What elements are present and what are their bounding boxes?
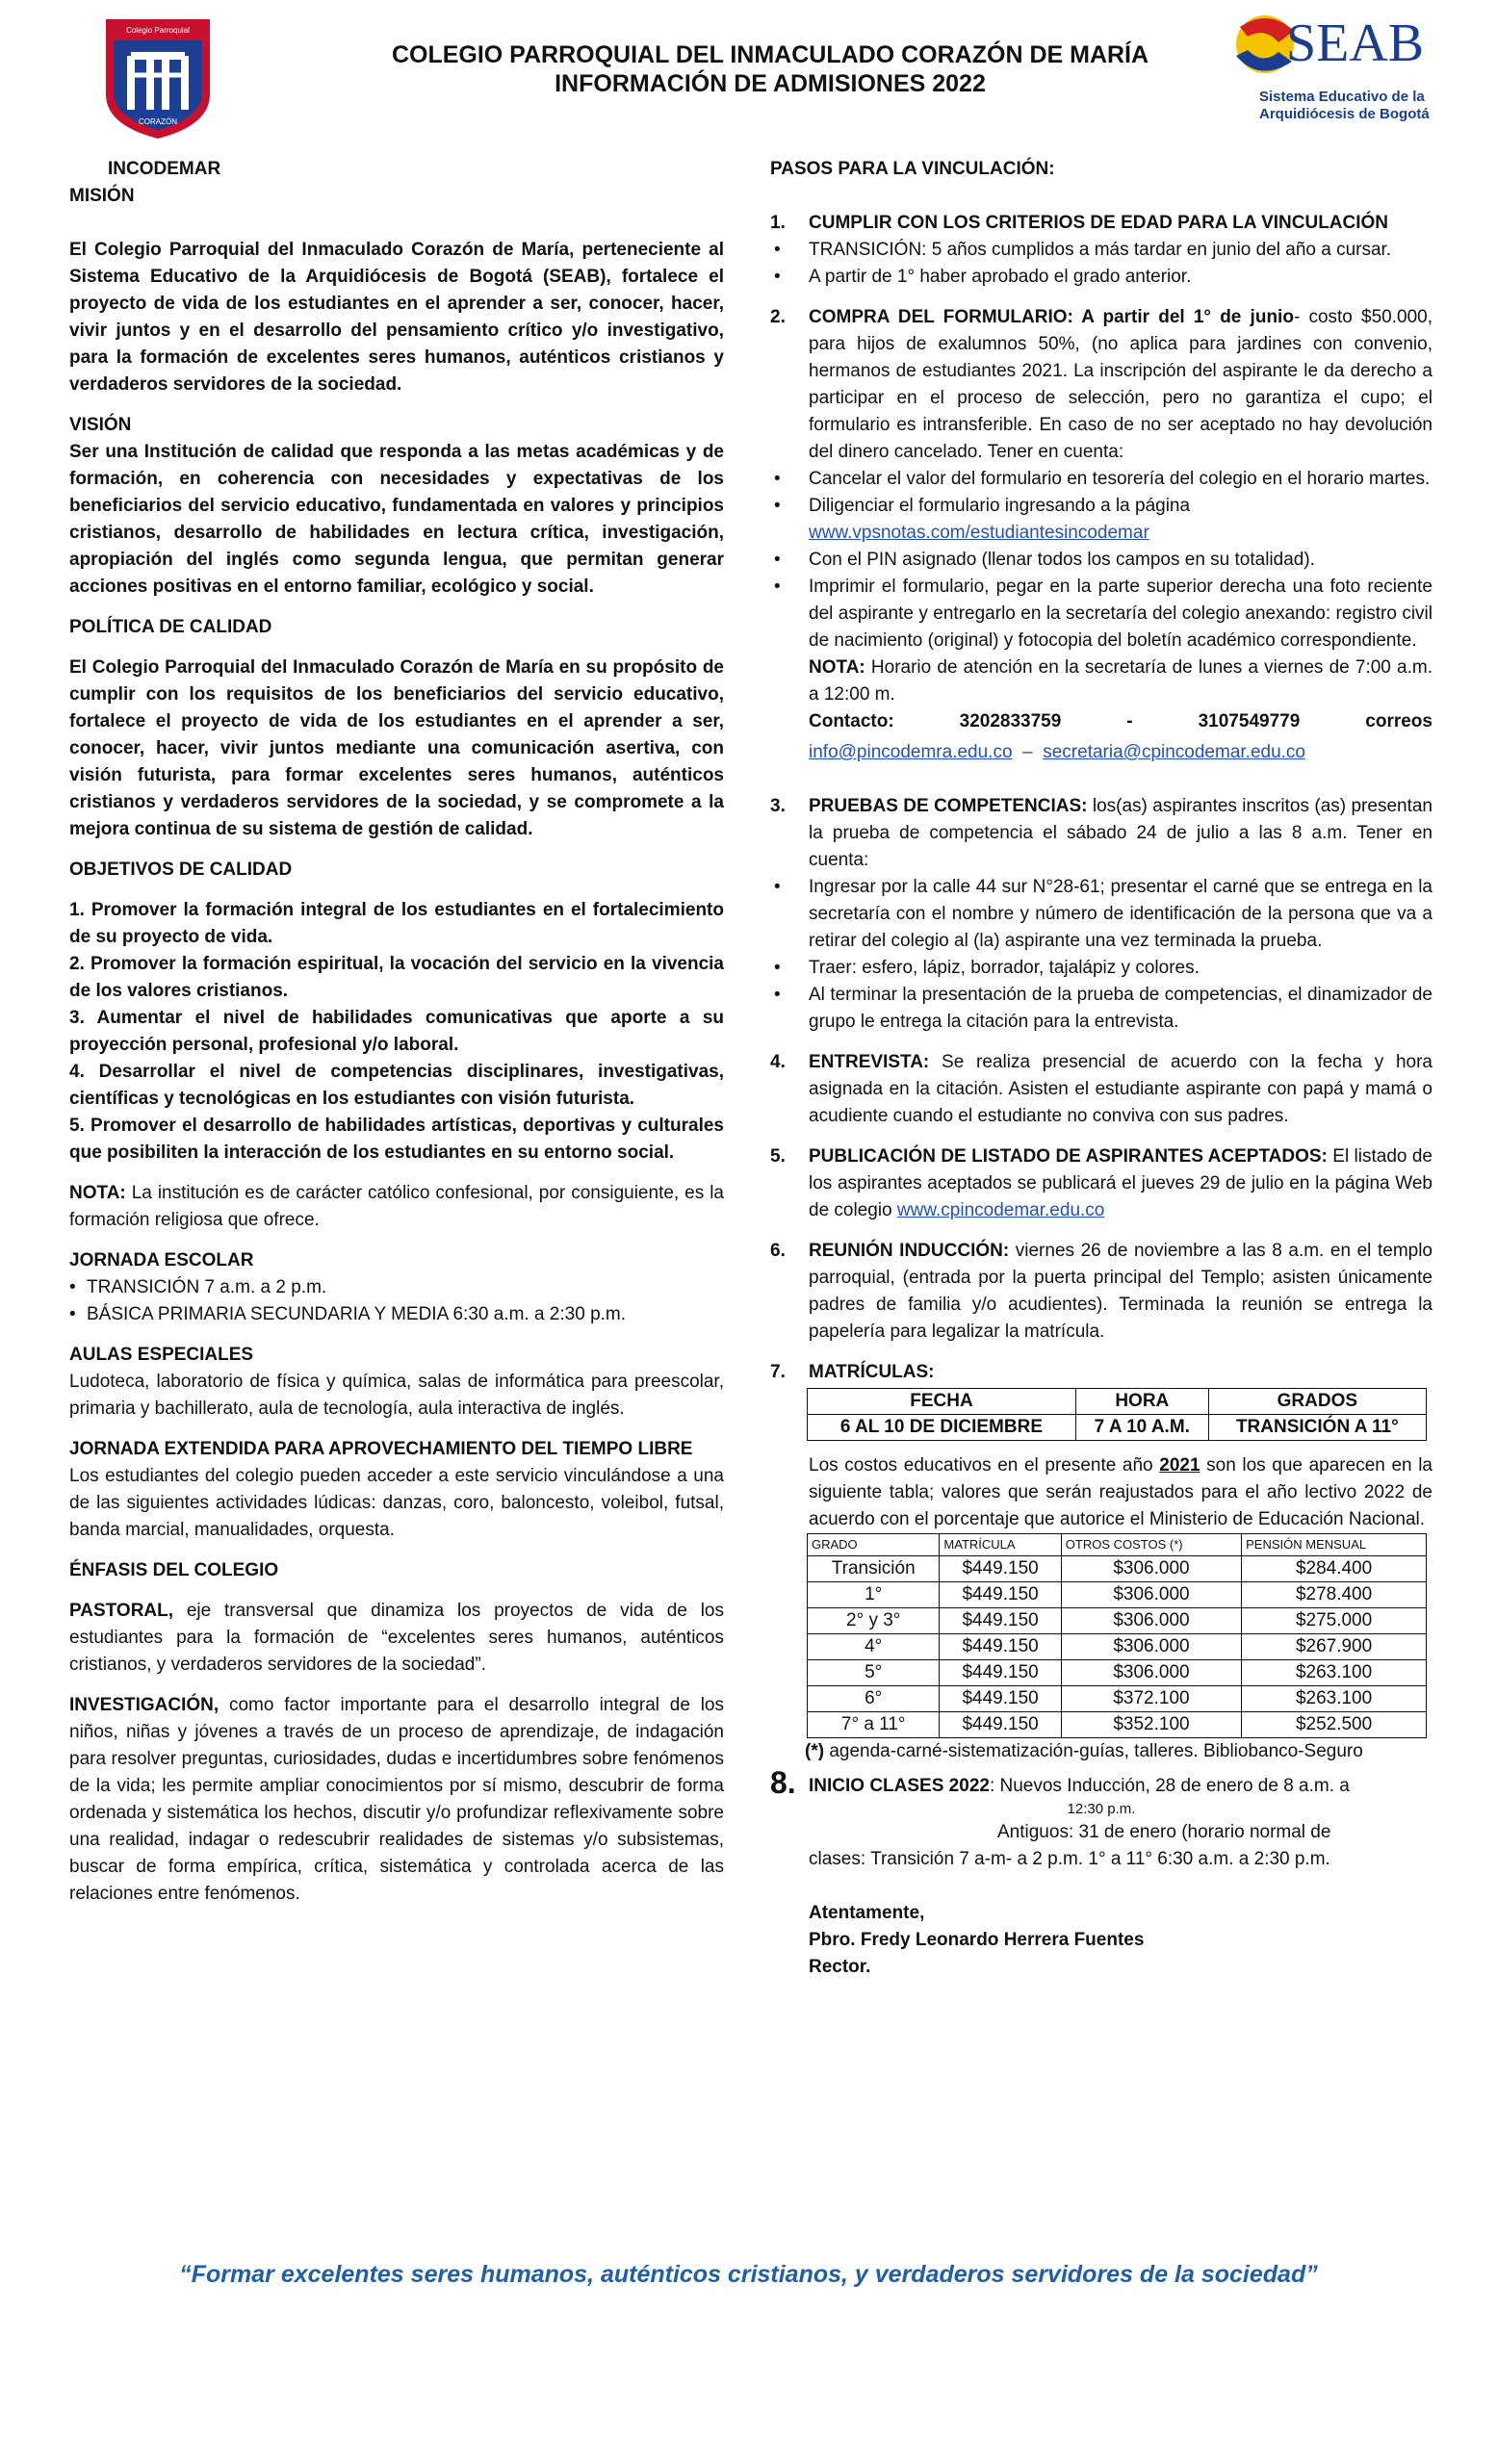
step-number: 3. [770, 796, 786, 816]
seab-caption-2: Arquidiócesis de Bogotá [1259, 106, 1430, 122]
extendida-title: JORNADA EXTENDIDA PARA APROVECHAMIENTO DEL TIEMPO LIBRE [69, 1439, 693, 1459]
title-line-1: COLEGIO PARROQUIAL DEL INMACULADO CORAZÓN DE MARÍA [391, 41, 1149, 68]
step-1 [770, 210, 1432, 237]
objetivo-item: 2. Promover la formación espiritual, la vocación del servicio en la vivencia de los valores cristianos. [69, 954, 724, 1001]
table-row [808, 1634, 1427, 1660]
investigacion-text: como factor importante para el desarrollo integral de los niños, niñas y jóvenes a través de un proceso de aprendizaje, de indagación para resolver preguntas, curiosidades, dudas e incertidumbres sobre fenómenos de la vida; les permite ampliar conocimientos por sí mismo, descubrir de forma ordenada y sistemática los hechos, discutir y/o profundizar reflexivamente sobre una realidad, indagar o redescubrir realidades de sistemas y/o subsistemas, buscar de forma empírica, crítica, sistemática y controlada acerca de las relaciones entre fenómenos. [69, 1695, 724, 1904]
investigacion-paragraph [69, 1692, 724, 1908]
table-cell: TRANSICIÓN A 11° [1208, 1415, 1426, 1441]
table-cell: $449.150 [940, 1686, 1061, 1712]
step-4-text: Se realiza presencial de acuerdo con la fecha y hora asignada en la citación. Asisten el estudiante aspirante con papá y mamá o acudiente cuando el estudiante no conviva con sus padres. [809, 1052, 1432, 1126]
school-shield-logo [104, 17, 212, 141]
step-number: 4. [770, 1052, 786, 1072]
table-header-row [808, 1389, 1427, 1415]
step-5 [770, 1143, 1432, 1224]
table-cell: $278.400 [1242, 1582, 1427, 1608]
costs-note [770, 1738, 1432, 1765]
table-cell: $306.000 [1061, 1556, 1241, 1582]
step-8-title: INICIO CLASES 2022 [809, 1776, 990, 1796]
signer-role: Rector. [809, 1957, 871, 1977]
contact-line [770, 708, 1432, 735]
seab-wordmark: SEAB [1286, 13, 1425, 73]
costs-paragraph [770, 1452, 1432, 1533]
step-6 [770, 1238, 1432, 1346]
table-header-cell: HORA [1075, 1389, 1208, 1415]
extendida-text: Los estudiantes del colegio pueden acceder a este servicio vinculándose a una de las siguientes actividades lúdicas: danzas, coro, baloncesto, voleibol, futsal, banda marcial, manualidades, orquesta. [69, 1466, 724, 1540]
pastoral-paragraph [69, 1598, 724, 1679]
nota-text: La institución es de carácter católico confesional, por consiguiente, es la formación religiosa que ofrece. [69, 1183, 724, 1230]
step-number: 8. [770, 1765, 796, 1800]
table-cell: 5° [808, 1660, 940, 1686]
table-row [808, 1686, 1427, 1712]
seab-caption-1: Sistema Educativo de la [1259, 89, 1425, 105]
table-cell: $252.500 [1242, 1712, 1427, 1738]
step-2-nota-text: Horario de atención en la secretaría de lunes a viernes de 7:00 a.m. a 12:00 m. [809, 657, 1432, 705]
title-line-2: INFORMACIÓN DE ADMISIONES 2022 [555, 70, 986, 97]
incodemar-label: INCODEMAR [108, 159, 221, 179]
pastoral-text: eje transversal que dinamiza los proyectos de vida de los estudiantes para la formación de “excelentes seres humanos, auténticos cristianos, y verdaderos servidores de la sociedad”. [69, 1601, 724, 1675]
step-number: 6. [770, 1241, 786, 1261]
step-2-nota-label: NOTA: [809, 657, 865, 678]
table-header-cell: OTROS COSTOS (*) [1061, 1534, 1241, 1556]
table-cell: $275.000 [1242, 1608, 1427, 1634]
step-2-bullet-text: Diligenciar el formulario ingresando a la página [809, 496, 1191, 516]
phone-2: 3107549779 [1198, 711, 1301, 732]
step-number: 7. [770, 1362, 786, 1382]
step-2-bullet: • Imprimir el formulario, pegar en la parte superior derecha una foto reciente del aspirante y entregarlo en la secretaría del colegio anexando: registro civil de nacimiento (original) y fotocopia del boletín académico correspondiente. [770, 574, 1432, 654]
table-cell: Transición [808, 1556, 940, 1582]
table-row [808, 1556, 1427, 1582]
phone-1: 3202833759 [959, 711, 1062, 732]
left-column [69, 156, 724, 1908]
step-2-title: COMPRA DEL FORMULARIO: A partir del 1° de junio [809, 307, 1294, 327]
table-row [808, 1660, 1427, 1686]
vision-text: Ser una Institución de calidad que responda a las metas académicas y de formación, en coherencia con necesidades y expectativas de los beneficiarios del servicio educativo, fundamentada en valores y principios cristianos, desarrollo de habilidades en lectura crítica, investigación, apropiación del inglés como segunda lengua, que permitan generar acciones positivas en el entorno familiar, ecológico y social. [69, 442, 724, 597]
step-2-bullet: • Cancelar el valor del formulario en tesorería del colegio en el horario martes. [770, 466, 1432, 493]
table-header-cell: GRADOS [1208, 1389, 1426, 1415]
step-4-title: ENTREVISTA: [809, 1052, 930, 1072]
table-cell: $306.000 [1061, 1660, 1241, 1686]
correos-label: correos [1365, 711, 1432, 732]
table-header-cell: FECHA [808, 1389, 1076, 1415]
investigacion-label: INVESTIGACIÓN, [69, 1695, 219, 1715]
pasos-title: PASOS PARA LA VINCULACIÓN: [770, 159, 1055, 179]
enfasis-title: ÉNFASIS DEL COLEGIO [69, 1560, 279, 1580]
step-2-text: - costo $50.000, para hijos de exalumnos 50%, (no aplica para jardines con convenio, hermanos de estudiantes 2021. La inscripción del aspirante le da derecho a participar en el proceso de selección, pero no garantiza el cupo; el formulario es intransferible. En caso de no ser aceptado no hay devolución del dinero cancelado. Tener en cuenta: [809, 307, 1432, 462]
step-2 [770, 304, 1432, 466]
step-3-bullet: • Al terminar la presentación de la prueba de competencias, el dinamizador de grupo le entrega la citación para la entrevista. [770, 982, 1432, 1036]
page-title [318, 40, 1223, 98]
objetivo-item: 5. Promover el desarrollo de habilidades artísticas, deportivas y culturales que posibiliten la interacción de los estudiantes en su entorno social. [69, 1116, 724, 1163]
table-cell: $306.000 [1061, 1608, 1241, 1634]
table-row [808, 1712, 1427, 1738]
mision-text: El Colegio Parroquial del Inmaculado Corazón de María, perteneciente al Sistema Educativo de la Arquidiócesis de Bogotá (SEAB), fortalece el proyecto de vida de los estudiantes en el aprender a ser, conocer, hacer, vivir juntos y en el desarrollo del pensamiento crítico y/o investigativo, para la formación de excelentes seres humanos, auténticos cristianos y verdaderos servidores de la sociedad. [69, 240, 724, 395]
table-row [808, 1582, 1427, 1608]
step-2-bullet: • Con el PIN asignado (llenar todos los campos en su totalidad). [770, 547, 1432, 574]
step-5-title: PUBLICACIÓN DE LISTADO DE ASPIRANTES ACEPTADOS: [809, 1146, 1328, 1167]
email-info-link[interactable]: info@pincodemra.edu.co [809, 742, 1013, 762]
table-cell: $449.150 [940, 1608, 1061, 1634]
objetivo-item: 4. Desarrollar el nivel de competencias disciplinares, investigativas, científicas y tecnológicas en los estudiantes con visión futurista. [69, 1062, 724, 1109]
email-separator: – [1022, 742, 1033, 762]
table-header-cell: PENSIÓN MENSUAL [1242, 1534, 1427, 1556]
closing: Atentamente, [809, 1903, 925, 1923]
school-website-link[interactable]: www.cpincodemar.edu.co [896, 1200, 1105, 1220]
step-3-bullet: • Traer: esfero, lápiz, borrador, tajalápiz y colores. [770, 955, 1432, 982]
table-cell: $284.400 [1242, 1556, 1427, 1582]
vision-title: VISIÓN [69, 415, 132, 435]
table-cell: $306.000 [1061, 1582, 1241, 1608]
costs-note-label: (*) [805, 1741, 825, 1761]
nota-label: NOTA: [69, 1183, 126, 1203]
footer-motto: “Formar excelentes seres humanos, auténticos cristianos, y verdaderos servidores de la sociedad” [179, 2261, 1318, 2288]
shield-bottom-text: CORAZÓN [139, 117, 177, 126]
jornada-title: JORNADA ESCOLAR [69, 1250, 254, 1270]
jornada-item: • BÁSICA PRIMARIA SECUNDARIA Y MEDIA 6:30 a.m. a 2:30 p.m. [69, 1301, 724, 1328]
table-row [808, 1608, 1427, 1634]
step-4 [770, 1049, 1432, 1130]
pastoral-label: PASTORAL, [69, 1601, 174, 1621]
mision-title: MISIÓN [69, 186, 135, 206]
table-cell: $449.150 [940, 1582, 1061, 1608]
nota-paragraph [69, 1180, 724, 1234]
table-cell: $449.150 [940, 1660, 1061, 1686]
table-cell: 7 A 10 A.M. [1075, 1415, 1208, 1441]
table-header-cell: MATRÍCULA [940, 1534, 1061, 1556]
vpsnotas-link[interactable]: www.vpsnotas.com/estudiantesincodemar [809, 523, 1149, 543]
table-cell: $263.100 [1242, 1660, 1427, 1686]
seab-logo [1230, 8, 1432, 128]
right-column [770, 156, 1432, 1981]
table-cell: $372.100 [1061, 1686, 1241, 1712]
table-cell: $449.150 [940, 1556, 1061, 1582]
objetivos-title: OBJETIVOS DE CALIDAD [69, 860, 293, 880]
costs-table [807, 1533, 1427, 1738]
table-cell: $449.150 [940, 1634, 1061, 1660]
costs-year: 2021 [1159, 1455, 1200, 1476]
signer-name: Pbro. Fredy Leonardo Herrera Fuentes [809, 1930, 1145, 1950]
table-cell: $306.000 [1061, 1634, 1241, 1660]
table-cell: $267.900 [1242, 1634, 1427, 1660]
table-cell: 4° [808, 1634, 940, 1660]
emails-line [770, 739, 1432, 766]
politica-text: El Colegio Parroquial del Inmaculado Corazón de María en su propósito de cumplir con los requisitos de los beneficiarios del servicio educativo, fortalece el proyecto de vida de los estudiantes en el aprender a ser, conocer, hacer, vivir juntos mediante una comunicación asertiva, con visión futurista, para formar excelentes seres humanos, auténticos cristianos y verdaderos servidores de la sociedad, y se compromete a la mejora continua de su sistema de gestión de calidad. [69, 657, 724, 839]
costs-text-b: son los que aparecen en la siguiente tabla; valores que serán reajustados para el año lectivo 2022 de acuerdo con el porcentaje que autorice el Ministerio de Educación Nacional. [809, 1455, 1432, 1529]
email-secretaria-link[interactable]: secretaria@cpincodemar.edu.co [1043, 742, 1305, 762]
table-cell: $352.100 [1061, 1712, 1241, 1738]
step-3-text: los(as) aspirantes inscritos (as) presentan la prueba de competencia el sábado 24 de julio a las 8 a.m. Tener en cuenta: [809, 796, 1432, 870]
table-header-row [808, 1534, 1427, 1556]
contact-label: Contacto: [809, 711, 894, 732]
step-1-bullet: • TRANSICIÓN: 5 años cumplidos a más tardar en junio del año a cursar. [770, 237, 1432, 264]
table-cell: $263.100 [1242, 1686, 1427, 1712]
step-6-title: REUNIÓN INDUCCIÓN: [809, 1241, 1010, 1261]
table-cell: 6 AL 10 DE DICIEMBRE [808, 1415, 1076, 1441]
step-6-text: viernes 26 de noviembre a las 8 a.m. en el templo parroquial, (entrada por la puerta principal del Templo; asisten únicamente padres de familia y/o acudientes). Terminada la reunión se entrega la papelería para legalizar la matrícula. [809, 1241, 1432, 1342]
enrollment-schedule-table [807, 1388, 1427, 1441]
step-number: 1. [770, 213, 786, 233]
step-3 [770, 793, 1432, 874]
objetivo-item: 1. Promover la formación integral de los estudiantes en el fortalecimiento de su proyecto de vida. [69, 900, 724, 947]
step-number: 2. [770, 307, 786, 327]
table-cell: $449.150 [940, 1712, 1061, 1738]
step-1-title: CUMPLIR CON LOS CRITERIOS DE EDAD PARA LA VINCULACIÓN [809, 213, 1389, 233]
step-number: 5. [770, 1146, 786, 1167]
costs-text-a: Los costos educativos en el presente año [809, 1455, 1160, 1476]
step-8-text-3: Antiguos: 31 de enero (horario normal de [997, 1822, 1331, 1842]
step-8-text-1: : Nuevos Inducción, 28 de enero de 8 a.m. a [989, 1776, 1350, 1796]
table-row [808, 1415, 1427, 1441]
step-5-text: El listado de los aspirantes aceptados se publicará el jueves 29 de julio en la página Web de colegio [809, 1146, 1432, 1220]
step-7 [770, 1359, 1432, 1386]
step-1-bullet: • A partir de 1° haber aprobado el grado anterior. [770, 264, 1432, 291]
jornada-item: • TRANSICIÓN 7 a.m. a 2 p.m. [69, 1274, 724, 1301]
step-8-text-2: 12:30 p.m. [1067, 1801, 1136, 1817]
step-7-title: MATRÍCULAS: [809, 1362, 935, 1382]
costs-note-text: agenda-carné-sistematización-guías, talleres. Bibliobanco-Seguro [824, 1741, 1363, 1761]
politica-title: POLÍTICA DE CALIDAD [69, 617, 272, 637]
step-3-bullet: • Ingresar por la calle 44 sur N°28-61; presentar el carné que se entrega en la secretaría con el nombre y número de identificación de la persona que va a retirar del colegio al (la) aspirante una vez terminada la prueba. [770, 874, 1432, 955]
aulas-text: Ludoteca, laboratorio de física y química, salas de informática para preescolar, primaria y bachillerato, aula de tecnología, aula interactiva de inglés. [69, 1372, 724, 1419]
table-cell: 2° y 3° [808, 1608, 940, 1634]
table-cell: 7° a 11° [808, 1712, 940, 1738]
contact-dash: - [1126, 711, 1133, 732]
step-8-text-4: clases: Transición 7 a-m- a 2 p.m. 1° a 11° 6:30 a.m. a 2:30 p.m. [809, 1849, 1330, 1869]
objetivo-item: 3. Aumentar el nivel de habilidades comunicativas que aporte a su proyección personal, profesional y/o laboral. [69, 1008, 724, 1055]
step-8 [770, 1765, 1432, 1800]
table-header-cell: GRADO [808, 1534, 940, 1556]
table-cell: 1° [808, 1582, 940, 1608]
step-2-nota [770, 654, 1432, 708]
aulas-title: AULAS ESPECIALES [69, 1345, 254, 1365]
shield-top-text: Colegio Parroquial [126, 26, 190, 35]
table-cell: 6° [808, 1686, 940, 1712]
step-3-title: PRUEBAS DE COMPETENCIAS: [809, 796, 1088, 816]
step-2-bullet [770, 493, 1432, 547]
